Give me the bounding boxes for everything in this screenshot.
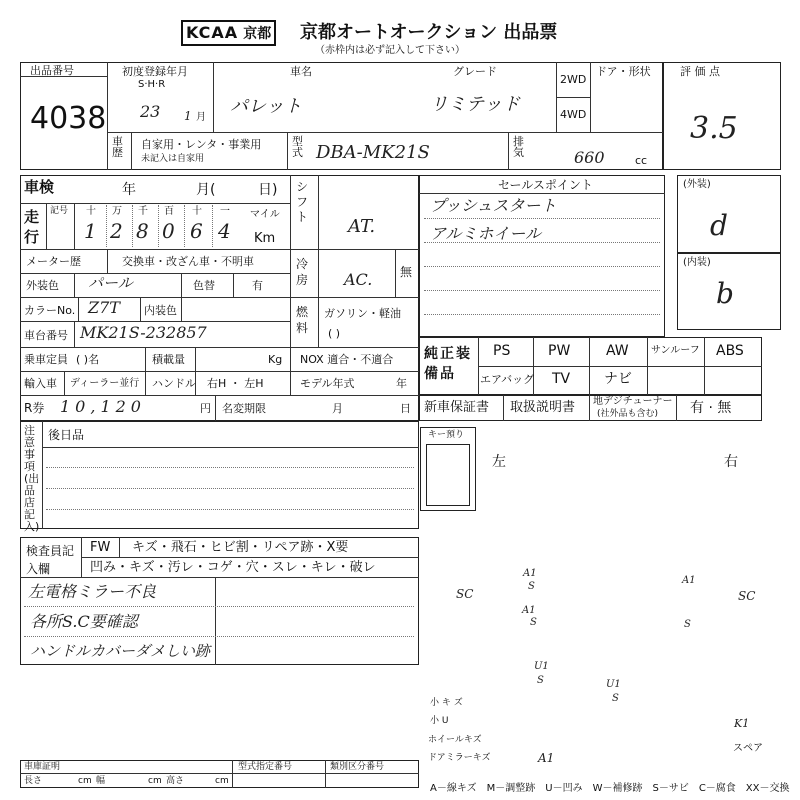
damage-legend: A－線キズ M－調整跡 U－凹み W－補修跡 S－サビ C－腐食 XX－交換 — [430, 783, 790, 794]
form-subtitle: （赤枠内は必ず記入して下さい） — [315, 45, 465, 56]
mileage-divider — [106, 205, 107, 247]
mileage-digit-2: 8 — [136, 219, 149, 243]
first-reg-era: S·H·R — [138, 79, 166, 90]
load-unit: Kg — [268, 353, 283, 366]
model-year-unit: 年 — [396, 377, 407, 390]
meter-label: メーター歴 — [26, 255, 81, 268]
shift-label: シフト — [296, 180, 309, 224]
equip-pw: PW — [548, 343, 571, 359]
legend-small-dent: 小 U — [430, 716, 449, 726]
height-unit: cm — [215, 776, 229, 786]
ext-color-value: パール — [88, 274, 133, 292]
diagram-mark-sc-right: SC — [738, 589, 756, 603]
model-label: 型式 — [292, 135, 303, 159]
interior-label: (内装) — [683, 257, 711, 268]
inspector-fw: FW — [90, 540, 111, 555]
spare-label: スペア — [733, 743, 763, 754]
mileage-digit-0: 1 — [84, 219, 97, 243]
equip-sunroof: サンルーフ — [651, 345, 700, 356]
capacity-label: 乗車定員 — [24, 353, 68, 366]
first-reg-month: 1 — [184, 109, 192, 123]
diagram-mark-s-1: S — [528, 581, 535, 592]
legend-wheel-scratch: ホイールキズ — [428, 735, 482, 745]
height-label: 高さ — [166, 776, 185, 786]
legend-small-scratch: 小 キ ズ — [430, 698, 463, 708]
type-designation-label: 型式指定番号 — [238, 762, 293, 772]
fuel-options: ガソリン・軽油 — [324, 307, 401, 320]
km-unit: Km — [254, 231, 276, 246]
rating-label: 評 価 点 — [680, 65, 720, 78]
load-label: 積載量 — [152, 353, 185, 366]
diagram-mark-s-3: S — [684, 619, 691, 630]
interior-color-label: 内装色 — [144, 304, 177, 317]
diagram-mark-sc-left: SC — [456, 587, 474, 601]
ext-color-label: 外装色 — [26, 279, 59, 292]
diagram-mark-u1-1: U1 — [534, 661, 549, 672]
first-reg-month-unit: 月 — [196, 112, 206, 123]
tone-change-label: 色替 — [193, 279, 215, 292]
diagram-mark-s-4: S — [537, 675, 544, 686]
exterior-grade: d — [710, 209, 728, 242]
usage-options: 自家用・レンタ・事業用 — [141, 138, 262, 151]
diagram-mark-a1-3: A1 — [682, 575, 696, 586]
exterior-label: (外装) — [683, 179, 711, 190]
equip-navi: ナビ — [604, 371, 632, 387]
sales-point-2: アルミホイール — [430, 224, 542, 243]
grade-label: グレード — [453, 65, 497, 78]
mileage-unit-2: 千 — [138, 206, 148, 217]
inspection-month: 月( — [196, 182, 216, 198]
length-label: 長さ — [24, 776, 43, 786]
car-name-label: 車名 — [290, 65, 312, 78]
diagram-mark-s-2: S — [530, 617, 537, 628]
width-unit: cm — [148, 776, 162, 786]
color-no-label: カラーNo. — [24, 304, 76, 317]
usage-note: 未記入は自家用 — [141, 154, 205, 164]
ac-label: 冷房 — [296, 257, 309, 287]
mileage-divider — [184, 205, 185, 247]
inspector-row-2: 凹み・キズ・汚レ・コゲ・穴・スレ・キレ・破レ — [90, 560, 376, 575]
doc-tuner-yes-no: 有 · 無 — [690, 400, 732, 416]
equipment-label: 純正装備品 — [424, 346, 472, 382]
legend-mirror-scratch: ドアミラーキズ — [428, 753, 491, 763]
diagram-left-label: 左 — [492, 454, 506, 470]
model-year-label: モデル年式 — [300, 377, 355, 390]
mileage-digit-5: 4 — [218, 219, 231, 243]
chassis-label: 車台番号 — [24, 329, 68, 342]
reg-deadline-month: 月 — [332, 402, 343, 415]
inspection-day: 日) — [258, 182, 278, 198]
inspector-note-3: ハンドルカバーダメしい跡 — [30, 642, 211, 660]
equip-ps: PS — [493, 343, 511, 359]
grade: リミテッド — [430, 94, 520, 115]
mile-unit: マイル — [250, 209, 280, 220]
color-no-value: Z7T — [88, 298, 120, 317]
tone-change-value: 有 — [252, 279, 263, 292]
logo-text: KCAA — [186, 23, 239, 42]
mileage-digit-1: 2 — [110, 219, 123, 243]
shift-value: AT. — [348, 216, 376, 237]
mileage-unit-3: 百 — [164, 206, 174, 217]
diagram-mark-a1-2: A1 — [522, 605, 536, 616]
first-reg-label: 初度登録年月 — [122, 65, 188, 78]
notes-label: 注意事項(出品店記入) — [24, 424, 40, 533]
reg-deadline-day: 日 — [400, 402, 411, 415]
lot-number: 4038 — [30, 101, 107, 136]
sales-point-1: プッシュスタート — [430, 196, 557, 215]
model-value: DBA-MK21S — [316, 142, 430, 163]
notes-later-items: 後日品 — [48, 428, 85, 442]
meter-options: 交換車・改ざん車・不明車 — [122, 255, 254, 268]
displacement-unit: cc — [635, 154, 648, 167]
mileage-digit-3: 0 — [162, 219, 175, 243]
4wd-label: 4WD — [560, 108, 587, 121]
inspection-label: 車検 — [24, 178, 55, 196]
2wd-label: 2WD — [560, 73, 587, 86]
mileage-divider — [132, 205, 133, 247]
interior-grade: b — [716, 277, 734, 310]
recycle-unit: 円 — [200, 402, 211, 415]
diagram-mark-a1-rear: A1 — [538, 751, 555, 765]
mileage-unit-4: 十 — [192, 206, 202, 217]
logo — [181, 20, 276, 46]
logo-kyoto: 京都 — [243, 26, 272, 42]
doc-warranty: 新車保証書 — [424, 400, 490, 415]
class-number-label: 類別区分番号 — [330, 762, 385, 772]
fuel-other: ( ) — [328, 327, 341, 340]
garage-cert-label: 車庫証明 — [24, 762, 61, 772]
doc-tuner-note: (社外品も含む) — [597, 409, 659, 419]
mileage-unit-5: 一 — [220, 206, 230, 217]
inspector-label: 検査員記入欄 — [26, 544, 75, 576]
recycle-label: R券 — [24, 401, 45, 415]
diagram-mark-s-5: S — [612, 693, 619, 704]
mileage-digit-4: 6 — [190, 219, 203, 243]
displacement-value: 660 — [574, 148, 605, 167]
sales-points-label: セールスポイント — [498, 178, 593, 192]
ac-none: 無 — [400, 265, 413, 279]
equip-tv: TV — [552, 371, 571, 387]
inspector-note-2: 各所S.C要確認 — [30, 612, 138, 631]
equip-abs: ABS — [716, 343, 744, 359]
diagram-mark-k1: K1 — [734, 717, 750, 730]
diagram-mark-u1-2: U1 — [606, 679, 621, 690]
rating-score: 3.5 — [690, 111, 738, 146]
doc-manual: 取扱説明書 — [510, 400, 576, 415]
import-label: 輸入車 — [24, 377, 57, 390]
key-inner-box — [426, 444, 470, 506]
key-label: キー預り — [428, 430, 465, 440]
car-name: パレット — [230, 96, 302, 117]
lot-label: 出品番号 — [30, 64, 74, 77]
inspector-note-1: 左電格ミラー不良 — [28, 582, 157, 601]
doc-tuner: 地デジチューナー — [593, 396, 673, 407]
mileage-divider — [212, 205, 213, 247]
diagram-mark-a1-1: A1 — [523, 568, 537, 579]
width-label: 幅 — [96, 776, 106, 786]
mileage-unit-1: 万 — [112, 206, 122, 217]
usage-label: 車歴 — [112, 135, 123, 159]
chassis-value: MK21S-232857 — [80, 323, 207, 342]
displacement-label: 排気 — [513, 135, 524, 159]
reg-deadline-label: 名変期限 — [222, 402, 266, 415]
door-label: ドア・形状 — [596, 65, 651, 78]
fuel-label: 燃料 — [296, 305, 309, 335]
nox-status: NOX 適合・不適合 — [300, 353, 394, 366]
recycle-value: 10,120 — [60, 397, 146, 416]
length-unit: cm — [78, 776, 92, 786]
inspection-year: 年 — [122, 182, 136, 198]
mileage-unit-0: 十 — [86, 206, 96, 217]
mileage-divider — [158, 205, 159, 247]
handle-side: 右H ・ 左H — [207, 377, 264, 390]
inspector-row-1: キズ・飛石・ヒビ割・リペア跡・X要 — [132, 540, 349, 555]
ac-value: AC. — [344, 270, 373, 289]
form-title: 京都オートオークション 出品票 — [300, 22, 558, 43]
first-reg-year: 23 — [140, 102, 161, 121]
dealer-parallel: ディーラー並行 — [70, 378, 140, 389]
mileage-symbol: 記号 — [50, 206, 69, 216]
equip-airbag: エアバッグ — [480, 373, 535, 386]
diagram-right-label: 右 — [724, 454, 738, 470]
capacity-count: ( )名 — [76, 353, 100, 366]
mileage-label: 走行 — [24, 208, 40, 246]
equip-aw: AW — [606, 343, 629, 359]
handle-label: ハンドル — [152, 377, 196, 390]
